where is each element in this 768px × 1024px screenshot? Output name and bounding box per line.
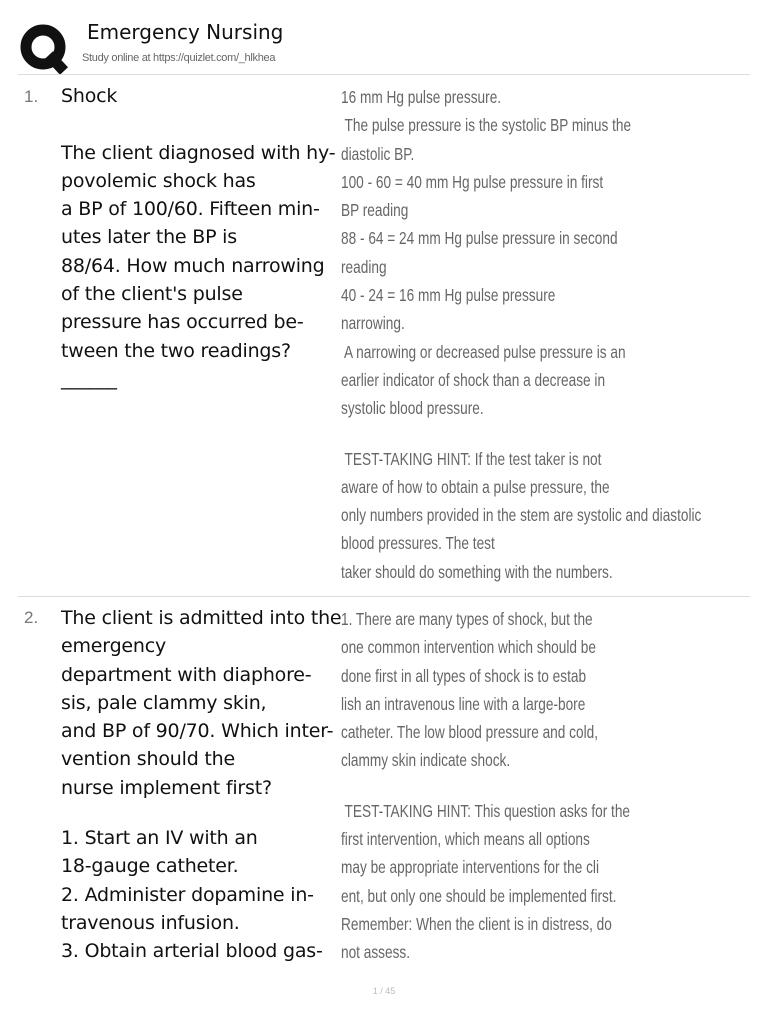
question-line: The client diagnosed with hy- <box>61 141 336 164</box>
question-line: Shock <box>61 85 118 107</box>
answer-line: clammy skin indicate shock. <box>341 750 511 771</box>
document-title: Emergency Nursing <box>87 20 284 44</box>
header-divider <box>18 74 750 75</box>
answer-line: Remember: When the client is in distress, do <box>341 913 612 934</box>
card-1-number: 1. <box>24 87 39 106</box>
answer-line: only numbers provided in the stem are systolic and diastolic <box>341 505 702 526</box>
answer-line: The pulse pressure is the systolic BP minus the <box>341 115 632 136</box>
answer-line: catheter. The low blood pressure and cold, <box>341 722 598 743</box>
card-2-answer <box>341 605 661 967</box>
question-line: emergency <box>61 635 167 658</box>
card-1-answer <box>341 83 702 586</box>
question-line: travenous infusion. <box>61 911 240 934</box>
question-line: 3. Obtain arterial blood gas- <box>61 940 323 963</box>
question-line: department with diaphore- <box>61 663 312 686</box>
question-line: The client is admitted into the <box>61 607 342 629</box>
question-line: povolemic shock has <box>61 169 256 192</box>
question-line: and BP of 90/70. Which inter- <box>61 720 334 743</box>
question-line: tween the two readings? <box>61 339 291 362</box>
answer-line: earlier indicator of shock than a decrease in <box>341 369 606 390</box>
question-line: of the client's pulse <box>61 283 243 306</box>
question-line: ______ <box>61 367 117 390</box>
question-line: sis, pale clammy skin, <box>61 691 267 714</box>
answer-line: systolic blood pressure. <box>341 398 484 419</box>
question-line: 88/64. How much narrowing <box>61 254 325 277</box>
study-online-link-text: Study online at https://quizlet.com/_hlkhea <box>82 52 276 64</box>
card-1-question <box>61 82 336 393</box>
answer-line: one common intervention which should be <box>341 637 596 658</box>
card-2-number: 2. <box>24 608 39 627</box>
answer-line: lish an intravenous line with a large-bore <box>341 693 586 714</box>
answer-line: not assess. <box>341 942 411 963</box>
question-line: 18-gauge catheter. <box>61 855 239 878</box>
page-indicator: 1 / 45 <box>372 986 396 996</box>
question-line <box>61 110 336 138</box>
answer-line: A narrowing or decreased pulse pressure is an <box>341 341 626 362</box>
answer-line: TEST-TAKING HINT: This question asks for the <box>341 800 631 821</box>
answer-line: TEST-TAKING HINT: If the test taker is not <box>341 448 602 469</box>
question-line: 2. Administer dopamine in- <box>61 883 314 906</box>
answer-line: 1. There are many types of shock, but the <box>341 609 593 629</box>
question-line: 1. Start an IV with an <box>61 827 258 850</box>
answer-line: aware of how to obtain a pulse pressure, the <box>341 476 610 497</box>
answer-line: blood pressures. The test <box>341 533 495 554</box>
answer-line: ent, but only one should be implemented first. <box>341 885 617 906</box>
answer-line: 88 - 64 = 24 mm Hg pulse pressure in second <box>341 228 618 249</box>
question-line: nurse implement first? <box>61 776 272 799</box>
answer-line: reading <box>341 256 387 277</box>
answer-line: done first in all types of shock is to estab <box>341 665 587 686</box>
quizlet-logo-icon <box>18 22 70 74</box>
answer-line: diastolic BP. <box>341 143 415 164</box>
question-line: utes later the BP is <box>61 226 237 249</box>
answer-line: may be appropriate interventions for the cli <box>341 857 599 878</box>
card-divider <box>18 596 750 597</box>
question-line: vention should the <box>61 748 235 771</box>
card-2-question <box>61 604 342 966</box>
answer-line: 40 - 24 = 16 mm Hg pulse pressure <box>341 285 556 306</box>
answer-line: 16 mm Hg pulse pressure. <box>341 87 502 107</box>
answer-line: 100 - 60 = 40 mm Hg pulse pressure in first <box>341 171 604 192</box>
answer-line: taker should do something with the numbers. <box>341 561 613 582</box>
answer-line: BP reading <box>341 200 409 221</box>
question-line: pressure has occurred be- <box>61 311 304 334</box>
answer-line: first intervention, which means all options <box>341 829 590 850</box>
answer-line: narrowing. <box>341 313 405 334</box>
question-line: a BP of 100/60. Fifteen min- <box>61 198 320 221</box>
